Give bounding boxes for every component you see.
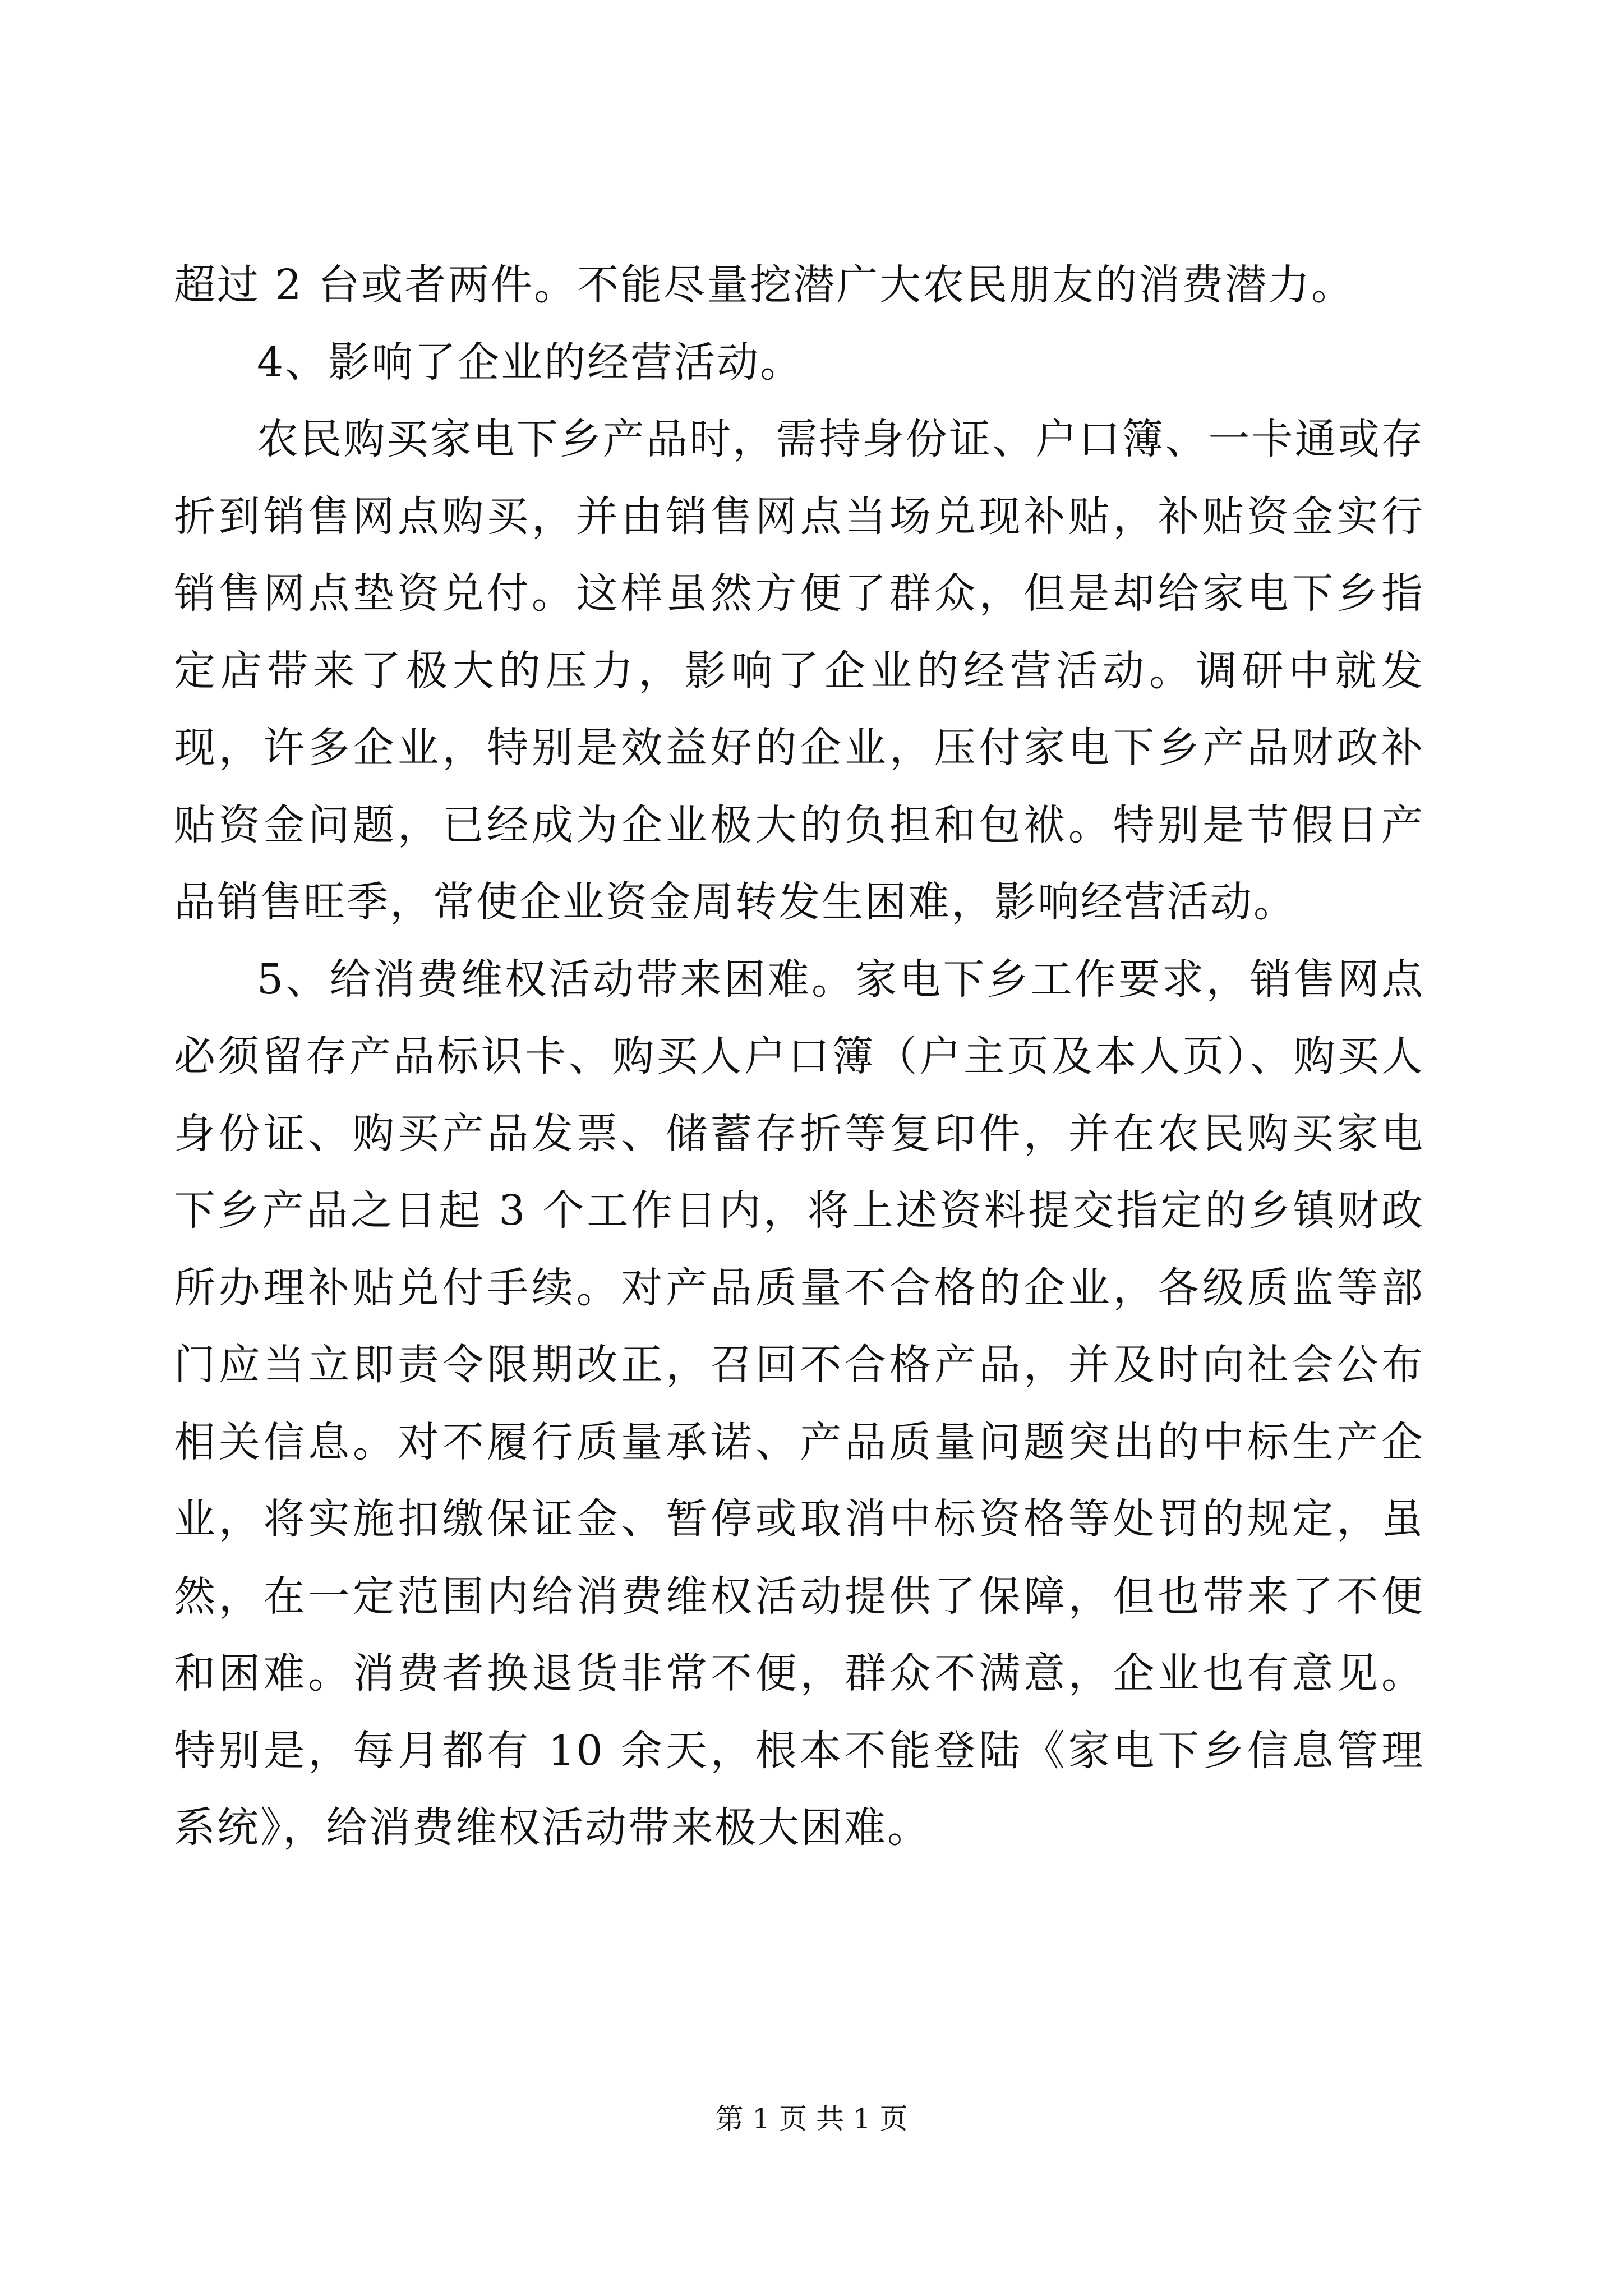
document-body xyxy=(174,247,1424,1867)
page-number-footer: 第 1 页 共 1 页 xyxy=(715,2102,908,2135)
paragraph-continuation: 超过 2 台或者两件。不能尽量挖潜广大农民朋友的消费潜力。 xyxy=(174,261,1355,309)
paragraph-section-5: 5、给消费维权活动带来困难。家电下乡工作要求，销售网点必须留存产品标识卡、购买人户口簿（户主页及本人页）、购买人身份证、购买产品发票、储蓄存折等复印件，并在农民购买家电下乡产品之日起 3 个工作日内，将上述资料提交指定的乡镇财政所办理补贴兑付手续。对产品质量不合格的企业，各级质监等部门应当立即责令限期改正，召回不合格产品，并及时向社会公布相关信息。对不履行质量承诺、产品质量问题突出的中标生产企业，将实施扣缴保证金、暂停或取消中标资格等处罚的规定，虽然，在一定范围内给消费维权活动提供了保障，但也带来了不便和困难。消费者换退货非常不便，群众不满意，企业也有意见。特别是，每月都有 10 余天，根本不能登陆《家电下乡信息管理系统》，给消费维权活动带来极大困难。 xyxy=(174,955,1424,1852)
paragraph-section-4-heading: 4、影响了企业的经营活动。 xyxy=(257,338,804,386)
paragraph-section-4-body: 农民购买家电下乡产品时，需持身份证、户口簿、一卡通或存折到销售网点购买，并由销售网点当场兑现补贴，补贴资金实行销售网点垫资兑付。这样虽然方便了群众，但是却给家电下乡指定店带来了极大的压力，影响了企业的经营活动。调研中就发现，许多企业，特别是效益好的企业，压付家电下乡产品财政补贴资金问题，已经成为企业极大的负担和包袱。特别是节假日产品销售旺季，常使企业资金周转发生困难，影响经营活动。 xyxy=(174,415,1424,926)
